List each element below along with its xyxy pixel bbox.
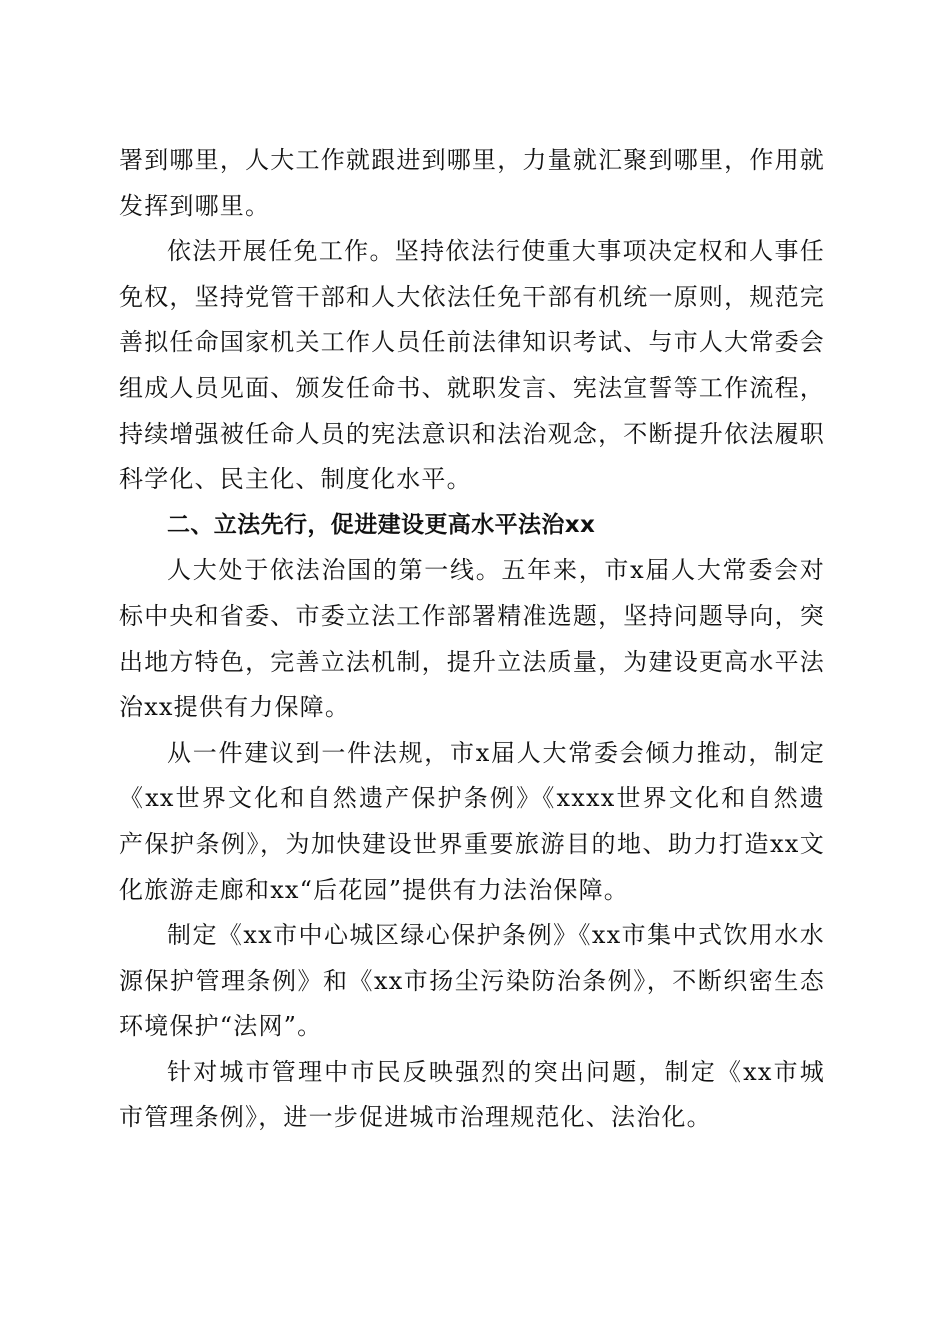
paragraph-urban-management: 针对城市管理中市民反映强烈的突出问题，制定《xx市城市管理条例》，进一步促进城市治理规范化、法治化。 [119, 1057, 825, 1132]
document-body [119, 138, 825, 1141]
paragraph-continued: 署到哪里，人大工作就跟进到哪里，力量就汇聚到哪里，作用就发挥到哪里。 [119, 146, 825, 220]
paragraph-legislation-intro: 人大处于依法治国的第一线。五年来，市x届人大常委会对标中央和省委、市委立法工作部署精准选题，坚持问题导向，突出地方特色，完善立法机制，提升立法质量，为建设更高水平法治xx提供有力保障。 [119, 556, 825, 722]
section-heading-legislation: 二、立法先行，促进建设更高水平法治xx [167, 511, 596, 538]
paragraph-heritage-regulations: 从一件建议到一件法规，市x届人大常委会倾力推动，制定《xx世界文化和自然遗产保护条例》《xxxx世界文化和自然遗产保护条例》，为加快建设世界重要旅游目的地、助力打造xx文化旅游走廊和xx“后花园”提供有力法治保障。 [119, 738, 825, 904]
paragraph-environment-regulations: 制定《xx市中心城区绿心保护条例》《xx市集中式饮用水水源保护管理条例》和《xx市扬尘污染防治条例》，不断织密生态环境保护“法网”。 [119, 921, 825, 1041]
paragraph-appointment-work: 依法开展任免工作。坚持依法行使重大事项决定权和人事任免权，坚持党管干部和人大依法任免干部有机统一原则，规范完善拟任命国家机关工作人员任前法律知识考试、与市人大常委会组成人员见面、颁发任命书、就职发言、宪法宣誓等工作流程，持续增强被任命人员的宪法意识和法治观念，不断提升依法履职科学化、民主化、制度化水平。 [119, 237, 825, 494]
